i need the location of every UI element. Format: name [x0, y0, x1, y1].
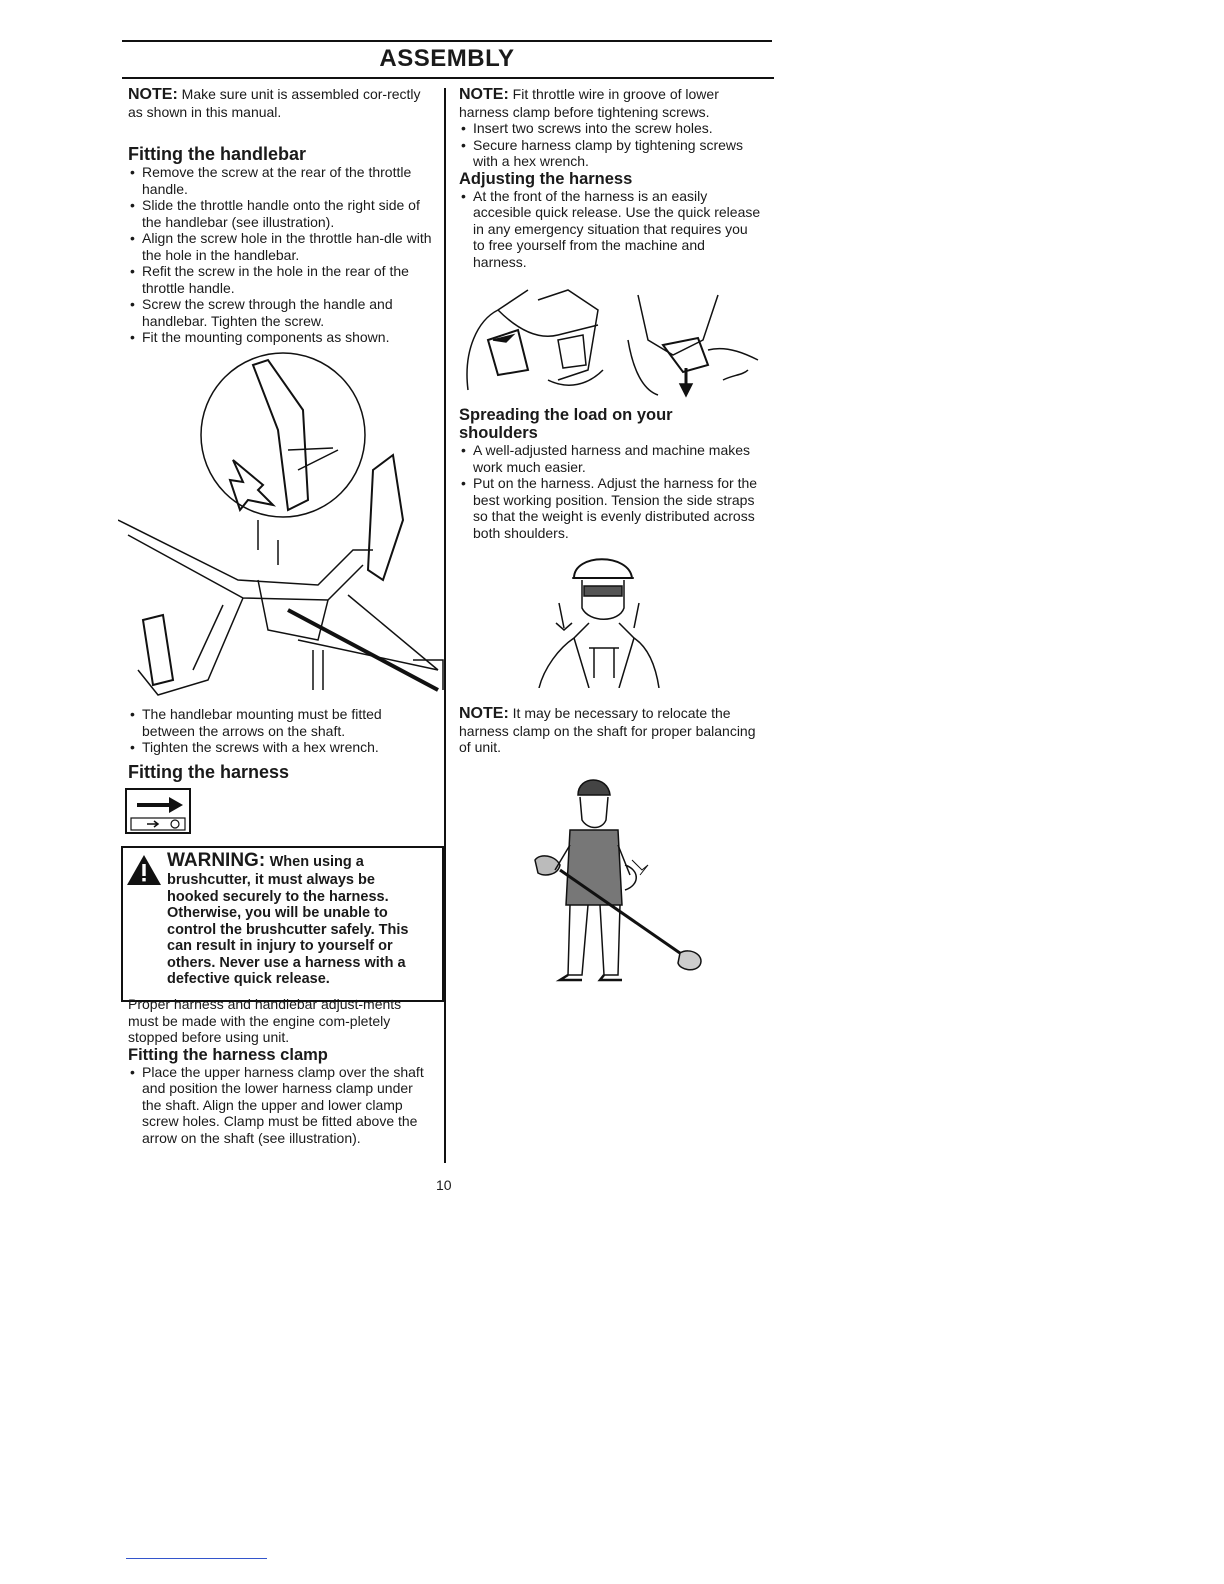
left-column-bottom: [128, 996, 432, 1146]
note-text: Fit throttle wire in groove of lower harness clamp before tightening screws.: [459, 86, 719, 120]
spread-steps: [459, 442, 761, 541]
warning-title: WARNING:: [167, 850, 266, 871]
harness-heading: Fitting the harness: [128, 761, 290, 782]
right-note-steps: [459, 120, 761, 170]
handlebar-illustration: [118, 350, 444, 705]
note2-paragraph: [459, 705, 761, 756]
column-divider: [444, 88, 446, 1163]
operator-harness-illustration: [534, 548, 664, 688]
left-column: [128, 86, 432, 346]
list-item: • Remove the screw at the rear of the throttle handle.: [128, 164, 432, 197]
clamp-heading: Fitting the harness clamp: [128, 1045, 328, 1064]
quick-release-illustration: [458, 280, 764, 400]
list-item: • The handlebar mounting must be fitted between the arrows on the shaft.: [128, 706, 432, 739]
spread-heading: Spreading the load on your shoulders: [459, 406, 673, 442]
note-text: Make sure unit is assembled cor-rectly as shown in this manual.: [128, 86, 421, 120]
note-label: NOTE:: [459, 86, 509, 103]
page-title: ASSEMBLY: [379, 45, 515, 72]
page-number: 10: [436, 1177, 452, 1193]
warning-box: [121, 846, 444, 1002]
list-item: • Screw the screw through the handle and handlebar. Tighten the screw.: [128, 296, 432, 329]
note-label: NOTE:: [128, 86, 178, 103]
note-label: NOTE:: [459, 705, 509, 722]
title-underline: [122, 77, 774, 79]
list-item: • At the front of the harness is an easily accesible quick release. Use the quick release in any emergency situation that requires you to free yourself from the machine and harness.: [459, 188, 761, 271]
list-item: • A well-adjusted harness and machine makes work much easier.: [459, 442, 761, 475]
list-item: • Align the screw hole in the throttle han-dle with the hole in the handlebar.: [128, 230, 432, 263]
clamp-steps: [128, 1064, 432, 1147]
warning-lead: When using a: [269, 854, 364, 870]
left-column-lower: [128, 706, 432, 782]
harness-symbol-icon: [125, 788, 191, 834]
handlebar-steps: [128, 164, 432, 346]
handlebar-steps-2: [128, 706, 432, 756]
adjust-heading: Adjusting the harness: [459, 169, 633, 188]
bottom-link-line: [126, 1558, 267, 1559]
list-item: • Place the upper harness clamp over the shaft and position the lower harness clamp under the shaft. Align the upper and lower clamp screw holes. Clamp must be fitted above the arrow on the shaft (see illustration).: [128, 1064, 432, 1147]
list-item: • Refit the screw in the hole in the rear of the throttle handle.: [128, 263, 432, 296]
right-column: [459, 86, 761, 270]
list-item: • Insert two screws into the screw holes.: [459, 120, 761, 137]
proper-adjustments-text: Proper harness and handlebar adjust-ments must be made with the engine com-pletely stopped before using unit.: [128, 996, 402, 1045]
right-note-paragraph: [459, 86, 761, 120]
note-paragraph: [128, 86, 432, 120]
note-text: It may be necessary to relocate the harness clamp on the shaft for proper balancing of unit.: [459, 705, 756, 755]
list-item: • Put on the harness. Adjust the harness for the best working position. Tension the side straps so that the weight is evenly distributed across both shoulders.: [459, 475, 761, 541]
handlebar-heading: Fitting the handlebar: [128, 144, 306, 164]
warning-body: brushcutter, it must always be hooked securely to the harness. Otherwise, you will be unable to control the brushcutter safely. This can result in injury to yourself or others. Never use a harness with a defective quick release.: [167, 872, 409, 987]
warning-triangle-icon: [126, 854, 162, 886]
top-rule: [122, 40, 772, 42]
list-item: • Secure harness clamp by tightening screws with a hex wrench.: [459, 137, 761, 170]
operator-brushcutter-illustration: [530, 775, 710, 987]
right-column-middle: [459, 406, 761, 541]
list-item: • Tighten the screws with a hex wrench.: [128, 739, 432, 756]
adjust-steps: [459, 188, 761, 271]
list-item: • Slide the throttle handle onto the right side of the handlebar (see illustration).: [128, 197, 432, 230]
list-item: • Fit the mounting components as shown.: [128, 329, 432, 346]
right-column-note2: [459, 705, 761, 756]
